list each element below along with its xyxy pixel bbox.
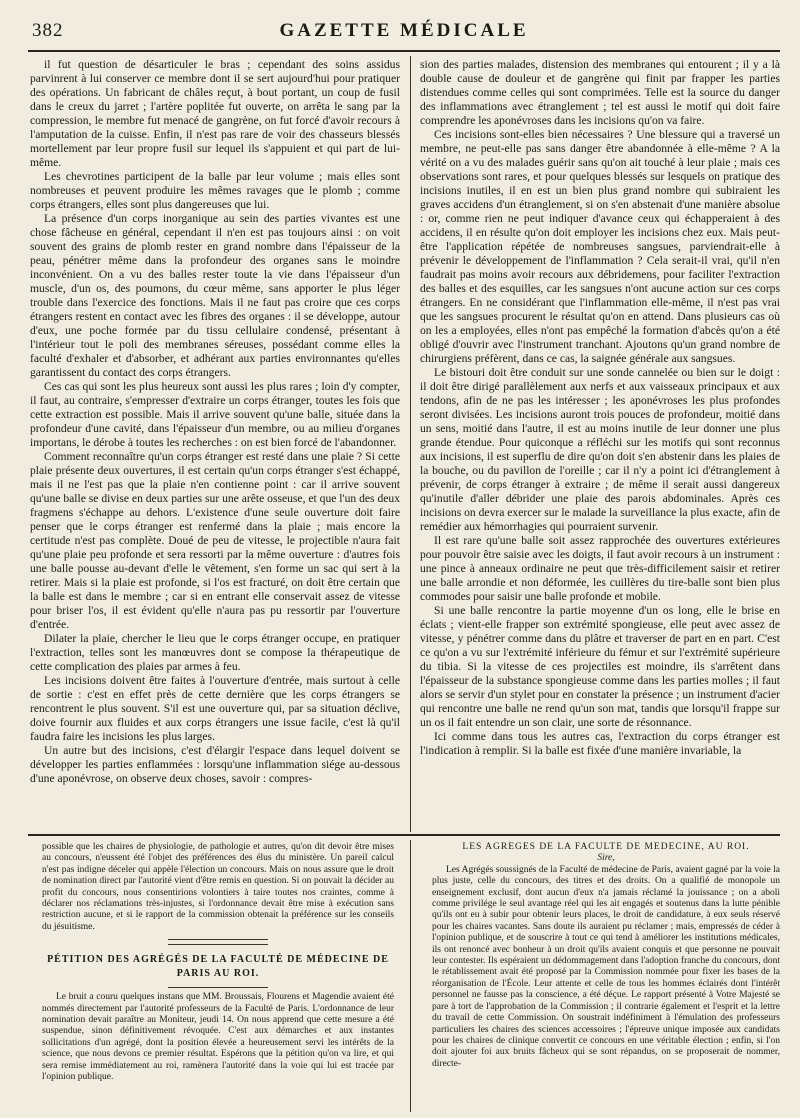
- page-header: [28, 14, 780, 50]
- separator: [168, 939, 268, 940]
- salutation: Sire,: [597, 853, 615, 864]
- paragraph: sion des parties malades, distension des membranes qui entourent ; il y a là double cause de douleur et de gangrène qui finit par frapper les parties distendues comme celles qui sont comprimées. Telle est la source du danger des inflammations avec étranglement ; tel est aussi le motif qui doit faire comprendre les aponévroses dans les incisions qu'on va faire.: [420, 58, 780, 127]
- separator: [168, 944, 268, 945]
- column-divider: [410, 840, 411, 1112]
- masthead-title: GAZETTE MÉDICALE: [279, 20, 529, 41]
- paragraph: La présence d'un corps inorganique au sein des parties vivantes est une chose fâcheuse en général, cependant il n'en est pas toujours ainsi : on voit souvent des grains de plomb rester en grand nombre dans l'épaisseur de la peau, pénétrer même dans la profondeur des organes sans le moindre inconvénient. On a vu des balles rester toute la vie dans l'épaisseur d'un muscle, d'un os, des poumons, du cœur même, sans apporter le plus léger trouble dans l'exercice des fonctions. Mais il ne faut pas croire que ces corps étrangers restent en contact avec les fibres des organes : il se développe, autour d'eux, une poche formée par du tissu cellulaire condensé, présentant à l'intérieur tout le poli des membranes séreuses, possédant comme elles la faculté d'exhaler et d'absorber, et adhérant aux parties environnantes qu'elles garantissent du contact des corps étrangers.: [30, 212, 400, 379]
- paragraph: Ces incisions sont-elles bien nécessaires ? Une blessure qui a traversé un membre, ne peut-elle pas sans danger être abandonnée à elle-même ? A la vérité on a vu des malades guérir sans qu'on ait touché à leur plaie ; mais ces observations sont rares, et pour quelques blessés sur lesquels on pratique des incisions inutiles, il en est un bien plus grand nombre qui subiraient les graves accidens d'un étranglement, si on s'en abstenait d'une manière absolue : or, comme rien ne peut indiquer d'avance ceux qui échapperaient à des accidens, il en résulte qu'on doit employer les incisions chez eux. Mais peut-être l'application répétée de nombreuses sangsues, parviendrait-elle à prévenir le développement de l'inflammation ? Cela serait-il vrai, qu'il n'en faudrait pas moins avoir recours aux débridemens, pour faciliter l'extraction des balles et des esquilles, car les sangsues n'ont aucune action sur ces corps étrangers. En ne considérant que l'inflammation elle-même, il n'est pas vrai que les sangsues procurent le résultat qu'on en attend. Dans plusieurs cas où on les a employées, elles n'ont pas empêché la formation d'abcès qu'on a été obligé d'ouvrir avec l'instrument tranchant. Ajoutons qu'un grand nombre de chirurgiens préfèrent, dans ce cas, la saignée générale aux sangsues.: [420, 128, 780, 365]
- bottom-column-left: [42, 842, 394, 1114]
- paragraph: il fut question de désarticuler le bras ; cependant des soins assidus parvinrent à lui conserver ce membre dont il se sert aujourd'hui pour pratiquer des opérations. Un fabricant de châles reçut, à bout portant, un coup de fusil dans le creux du jarret ; l'artère poplitée fut ouverte, on arrêta le sang par la compression, le membre fut menacé de gangrène, on fut forcé d'avoir recours à l'amputation de la cuisse. Enfin, il n'est pas rare de voir des chasseurs blessés mortellement par leur propre fusil sur lequel ils s'appuient et qui part de lui-même.: [30, 58, 400, 169]
- header-rule: [28, 50, 780, 52]
- paragraph: Les chevrotines participent de la balle par leur volume ; mais elles sont nombreuses et peuvent produire les mêmes ravages que le plomb ; comme corps étrangers, elles sont plus dangereuses que lui.: [30, 170, 400, 211]
- page-number: 382: [32, 20, 64, 41]
- paragraph: Ici comme dans tous les autres cas, l'extraction du corps étranger est l'indication à remplir. Si la balle est fixée d'une manière invariable, la: [420, 730, 780, 757]
- paragraph: Dilater la plaie, chercher le lieu que le corps étranger occupe, en pratiquer l'extraction, telles sont les manœuvres dont se compose la thérapeutique de cette complication des plaies par armes à feu.: [30, 632, 400, 673]
- paragraph: Si une balle rencontre la partie moyenne d'un os long, elle le brise en éclats ; vient-elle frapper son extrémité spongieuse, elle peut avec assez de vitesse, y pénétrer comme dans du plâtre et traverser de part en en part. C'est ce qu'on a vu sur l'extrémité inférieure du fémur et sur l'extrémité supérieure du tibia. Si la vitesse de ces projectiles est moindre, ils s'arrêtent dans l'épaisseur de la substance spongieuse comme dans les parties molles ; il faut alors se servir d'un stylet pour en constater la présence ; un instrument d'acier qui rencontre une balle ne rend qu'un son mat, tandis que lorsqu'il frappe sur un os il fait entendre un son clair, une sorte de résonnance.: [420, 604, 780, 729]
- paragraph: Les incisions doivent être faites à l'ouverture d'entrée, mais surtout à celle de sortie : c'est en effet près de cette dernière que les corps étrangers se rencontrent le plus souvent. S'il est une ouverture qui, par sa situation déclive, doive fournir aux fluides et aux corps étrangers une issue facile, c'est là qu'il faudra faire les incisions les plus larges.: [30, 674, 400, 743]
- paragraph: possible que les chaires de physiologie, de pathologie et autres, qu'on dit devoir être mises au concours, n'eussent été l'objet des préférences des élus du ministère. Un pareil calcul n'est pas indigne déceler qui appèle l'élection un concours. Mais on nous assure que le droit de nomination direct par l'autorité vient d'être remis en question. Si on pouvait la décider au profit du concours, nous consentirions volontiers à taire toutes nos craintes, comme à déclarer nos réclamations très-injustes, si l'ordonnance devait être mise à exécution sans restriction aucune, et si le rapport de la commission obtenait la préférence sur les conseils du jésuitisme.: [42, 842, 394, 932]
- petition-heading: PÉTITION DES AGRÉGÉS DE LA FACULTÉ DE MÉDECINE DE PARIS AU ROI.: [47, 954, 389, 980]
- article-column-left: [30, 58, 400, 830]
- separator: [168, 987, 268, 988]
- paragraph: Le bruit a couru quelques instans que MM. Broussais, Flourens et Magendie avaient été nommés directement par l'autorité professeurs de la Faculté de Paris. L'ordonnance de leur nomination devait paraître au Moniteur, jeudi 14. On nous apprend que cette mesure a été suspendue, sinon définitivement révoquée. C'est aux démarches et aux instantes sollicitations d'un agrégé, dont la position élevée a heureusement servi les intérêts de la science, que nous devons ce premier résultat. Espérons que la pétition qu'on va lire, et qui sera remise immédiatement au roi, ramènera l'autorité dans la voie qui lui est tracée par l'opinion publique.: [42, 992, 394, 1083]
- bottom-column-right: [432, 842, 780, 1114]
- column-divider: [410, 56, 411, 832]
- paragraph: Un autre but des incisions, c'est d'élargir l'espace dans lequel doivent se développer les parties enflammées : lorsqu'une inflammation siége au-dessous d'une aponévrose, on observe deux choses, savoir : compres-: [30, 744, 400, 785]
- paragraph: Le bistouri doit être conduit sur une sonde cannelée ou bien sur le doigt : il doit être dirigé parallèlement aux nerfs et aux vaisseaux principaux et aux tendons, afin de ne pas les intéresser ; les aponévroses les plus profondes seront divisées. Les incisions auront trois pouces de profondeur, moitié dans un sens, moitié dans l'autre, il est au moins inutile de leur donner une plus grande étendue. Pour quiconque a réfléchi sur les motifs qui sont reconnus aux incisions, il est superflu de dire qu'on doit s'en abstenir dans les plaies de la bouche, ou du pavillon de l'oreille ; car il n'y a point ici d'étranglement à prévenir, de corps étranger à extraire ; de même il serait aussi dangereux qu'inutile d'aller débrider une plaie des parois abdominales. Après ces incisions on devra exercer sur le malade la surveillance la plus exacte, afin de remédier aux hémorrhagies qui pourraient survenir.: [420, 366, 780, 533]
- letter-heading: LES AGRÉGÉS DE LA FACULTÉ DE MÉDECINE, AU ROI.: [462, 842, 750, 852]
- article-column-right: [420, 58, 780, 830]
- paragraph: Il est rare qu'une balle soit assez rapprochée des ouvertures extérieures pour pouvoir être saisie avec les doigts, il faut avoir recours à un instrument : une pince à anneaux ordinaire ne peut que très-difficilement saisir et retirer une balle arrondie et non déformée, les cuillères du tire-balle sont bien plus commodes pour saisir une balle profonde et mobile.: [420, 534, 780, 603]
- paragraph: Comment reconnaître qu'un corps étranger est resté dans une plaie ? Si cette plaie présente deux ouvertures, il est certain qu'un corps étranger s'est échappé, mais il ne l'est pas que la plaie n'en contienne point : car il arrive souvent qu'une balle se divise en deux parties sur une arête osseuse, et que l'un des deux fragmens s'échappe au dehors. L'existence d'une seule ouverture doit faire penser que le corps étranger est renfermé dans la plaie ; mais encore la certitude n'est pas complète. Doué de peu de vitesse, le projectible n'aura fait qu'une plaie peu profonde et sera ressorti par la même ouverture : d'autres fois une balle pousse au-devant d'elle le vêtement, s'en forme un sac qui sert à la retirer. Mais si la plaie est profonde, si l'os est fracturé, on doit être certain que la balle est dans le membre ; car si en entrant elle conservait assez de vitesse pour briser l'os, il est évident qu'elle n'aura pas pu ressortir par l'ouverture d'entrée.: [30, 450, 400, 631]
- paragraph: Ces cas qui sont les plus heureux sont aussi les plus rares ; loin d'y compter, il faut, au contraire, s'empresser d'extraire un corps étranger, toutes les fois que cette extraction est possible. Mais il arrive souvent qu'une balle, située dans la profondeur d'une cavité, dans l'épaisseur d'un membre, ou au milieu d'organes importans, le dérobe à toutes les recherches : on est bien forcé de l'abandonner.: [30, 380, 400, 449]
- section-rule: [28, 834, 780, 836]
- paragraph: Les Agrégés soussignés de la Faculté de médecine de Paris, avaient gagné par la voie la plus juste, celle du concours, des titres et des droits. On a qualifié de monopole un enseignement exclusif, dont aucun d'eux n'a jamais réclamé la jouissance ; on a aboli comme privilége le seul avantage réel qui les ait engagés et soutenus dans la lutte pénible qu'ils ont eu à subir pour obtenir leurs places, le droit de candidature, à eux seuls réservé pour les chaires vacantes. Sans doute ils auraient pu réclamer ; mais, empressés de céder à l'opinion publique, et de souscrire à tout ce qui tend à améliorer les institutions médicales, ils ont renoncé avec bonheur à un droit qu'ils avaient conquis et que personne ne pouvait leur contester. Ils espéraient un dédommagement dans l'adoption franche du concours, dont le rétablissement avait été proposé par la Commission nommée pour fixer les bases de la réorganisation de l'École. Leur attente et celle de tous les hommes éclairés dont l'intérêt personnel ne fausse pas la conscience, a été déçue. Le rapport présenté à Votre Majesté se pare à tort de l'approbation de la Commission ; il contrarie également et l'esprit et la lettre du travail de cette Commission. On soustrait indéfiniment à l'émulation des professeurs particuliers les chaires des sciences accessoires ; l'épreuve unique imposée aux candidats pour les chaires de clinique convertit ce concours en une véritable élection ; enfin, si l'on doit ajouter foi aux bruits fâcheux qui se sont répandus, on se proposerait de nommer, directe-: [432, 864, 780, 1069]
